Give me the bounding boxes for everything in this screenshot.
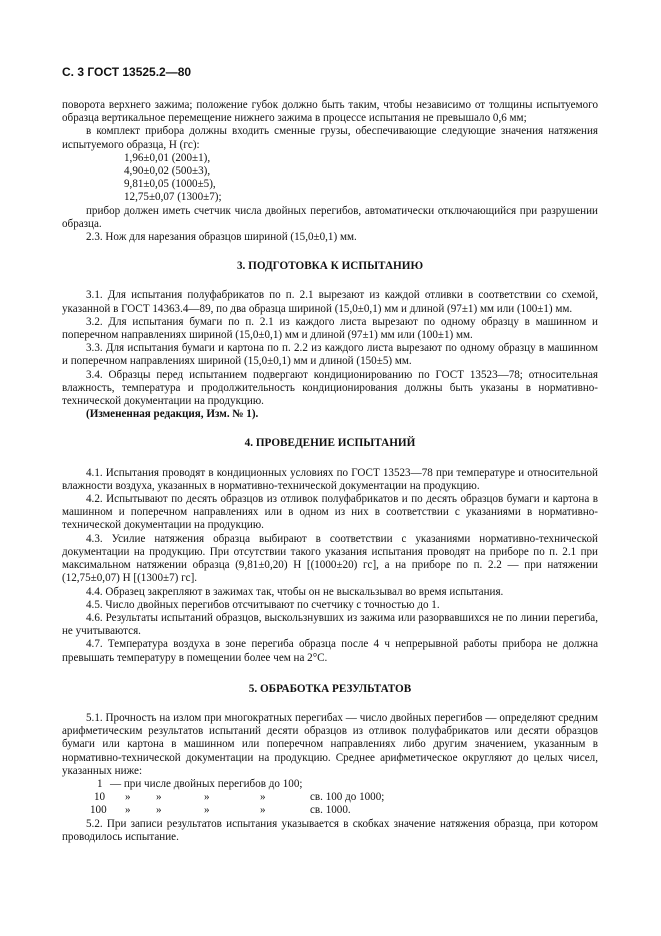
- paragraph-5-2: 5.2. При записи результатов испытания указывается в скобках значение натяжения образца, при котором проводилось испытание.: [62, 817, 598, 843]
- weight-value: 9,81±0,05 (1000±5),: [124, 178, 216, 191]
- paragraph-4-6: 4.6. Результаты испытаний образцов, выскользнувших из зажима или разорвавшихся не по линии перегиба, не учитываются.: [62, 611, 598, 638]
- paragraph-3-3: 3.3. Для испытания бумаги и картона по п. 2.2 из каждого листа вырезают по одному образцу в машинном и поперечном направлениях шириной (15,0±0,1) мм и длиной (150±5) мм.: [62, 342, 598, 368]
- rounding-desc: — при числе двойных перегибов до 100;: [110, 777, 303, 790]
- paragraph-4-5: 4.5. Число двойных перегибов отсчитывают по счетчику с точностью до 1.: [86, 598, 440, 611]
- section-heading-3: 3. ПОДГОТОВКА К ИСПЫТАНИЮ: [236, 260, 424, 273]
- paragraph-3-2: 3.2. Для испытания бумаги по п. 2.1 из каждого листа вырезают по одному образцу в машинном и поперечном направлениях шириной (15,0±0,1) мм и длиной (97±1) мм или (100±1) мм.: [62, 315, 598, 342]
- paragraph-3-4: 3.4. Образцы перед испытанием подвергают кондиционированию по ГОСТ 13523—78; относительная влажность, температура и продолжительность кондиционирования должны быть указаны в нормативно-технической документации на продукцию.: [62, 368, 598, 408]
- ditto-mark: »: [156, 791, 162, 804]
- document-body: [62, 99, 598, 844]
- section-heading-5: 5. ОБРАБОТКА РЕЗУЛЬТАТОВ: [248, 682, 412, 695]
- rounding-step: 1: [97, 777, 103, 790]
- ditto-mark: »: [204, 804, 210, 817]
- ditto-mark: »: [260, 804, 266, 817]
- weight-value: 1,96±0,01 (200±1),: [124, 151, 211, 164]
- ditto-mark: »: [156, 804, 162, 817]
- paragraph-4-4: 4.4. Образец закрепляют в зажимах так, чтобы он не выскальзывал во время испытания.: [86, 585, 504, 598]
- ditto-mark: »: [204, 791, 210, 804]
- paragraph-4-2: 4.2. Испытывают по десять образцов из отливок полуфабрикатов и по десять образцов бумаги и картона в машинном и поперечном направлениях или в одном из них в соответствии с указаниями в нормативно-технической документации на продукцию.: [62, 493, 598, 532]
- ditto-mark: »: [260, 791, 266, 804]
- paragraph-counter: прибор должен иметь счетчик числа двойных перегибов, автоматически отключающийся при разрушении образца.: [62, 204, 598, 230]
- rounding-step: 100: [90, 804, 107, 817]
- weight-value: 4,90±0,02 (500±3),: [124, 165, 211, 178]
- weight-value: 12,75±0,07 (1300±7);: [124, 191, 222, 204]
- paragraph-4-1: 4.1. Испытания проводят в кондиционных условиях по ГОСТ 13523—78 при температуре и относительной влажности воздуха, указанных в нормативно-технической документации на продукцию.: [62, 466, 598, 492]
- rounding-row: [62, 791, 598, 804]
- amendment-note: (Измененная редакция, Изм. № 1).: [86, 408, 259, 421]
- rounding-range: св. 1000.: [310, 804, 351, 817]
- rounding-step: 10: [94, 791, 106, 804]
- paragraph-4-3: 4.3. Усилие натяжения образца выбирают в соответствии с указаниями нормативно-технической документации на продукцию. При отсутствии такого указания испытания проводят на приборе по п. 2.1 при максимальном натяжении образца (9,81±0,20) Н [(1000±20) гс], а на приборе по п. 2.2 — при натяжении (12,75±0,07) Н [(1300±7) гс].: [62, 532, 598, 585]
- ditto-mark: »: [125, 791, 131, 804]
- paragraph-3-1: 3.1. Для испытания полуфабрикатов по п. 2.1 вырезают из каждой отливки в соответствии со схемой, указанной в ГОСТ 14363.4—89, по два образца шириной (15,0±0,1) мм и длиной (97±1) мм или (100±1) мм.: [62, 289, 598, 315]
- paragraph-weights: в комплект прибора должны входить сменные грузы, обеспечивающие следующие значения натяжения испытуемого образца, Н (гс):: [62, 125, 598, 151]
- rounding-row: [62, 804, 598, 817]
- paragraph-4-7: 4.7. Температура воздуха в зоне перегиба образца после 4 ч непрерывной работы прибора не должна превышать температуру в помещении более чем на 2°С.: [62, 638, 598, 664]
- page-header: С. 3 ГОСТ 13525.2—80: [62, 65, 192, 79]
- ditto-mark: »: [125, 804, 131, 817]
- rounding-row: [62, 778, 598, 791]
- rounding-range: св. 100 до 1000;: [310, 791, 385, 804]
- paragraph-5-1: 5.1. Прочность на излом при многократных перегибах — число двойных перегибов — определяют средним арифметическим результатов испытаний десяти образцов из отливок полуфабрикатов или десяти образцов бумаги или картона в машинном или поперечном направлениях либо другим значением, указанным в нормативно-технической документации на продукцию. Среднее арифметическое округляют до целых чисел, указанных ниже:: [62, 711, 598, 777]
- paragraph-intro: поворота верхнего зажима; положение губок должно быть таким, чтобы независимо от толщины испытуемого образца вертикальное перемещение нижнего зажима в процессе испытания не превышало 0,6 мм;: [62, 99, 598, 125]
- section-heading-4: 4. ПРОВЕДЕНИЕ ИСПЫТАНИЙ: [244, 437, 416, 450]
- paragraph-2-3: 2.3. Нож для нарезания образцов шириной (15,0±0,1) мм.: [86, 231, 357, 244]
